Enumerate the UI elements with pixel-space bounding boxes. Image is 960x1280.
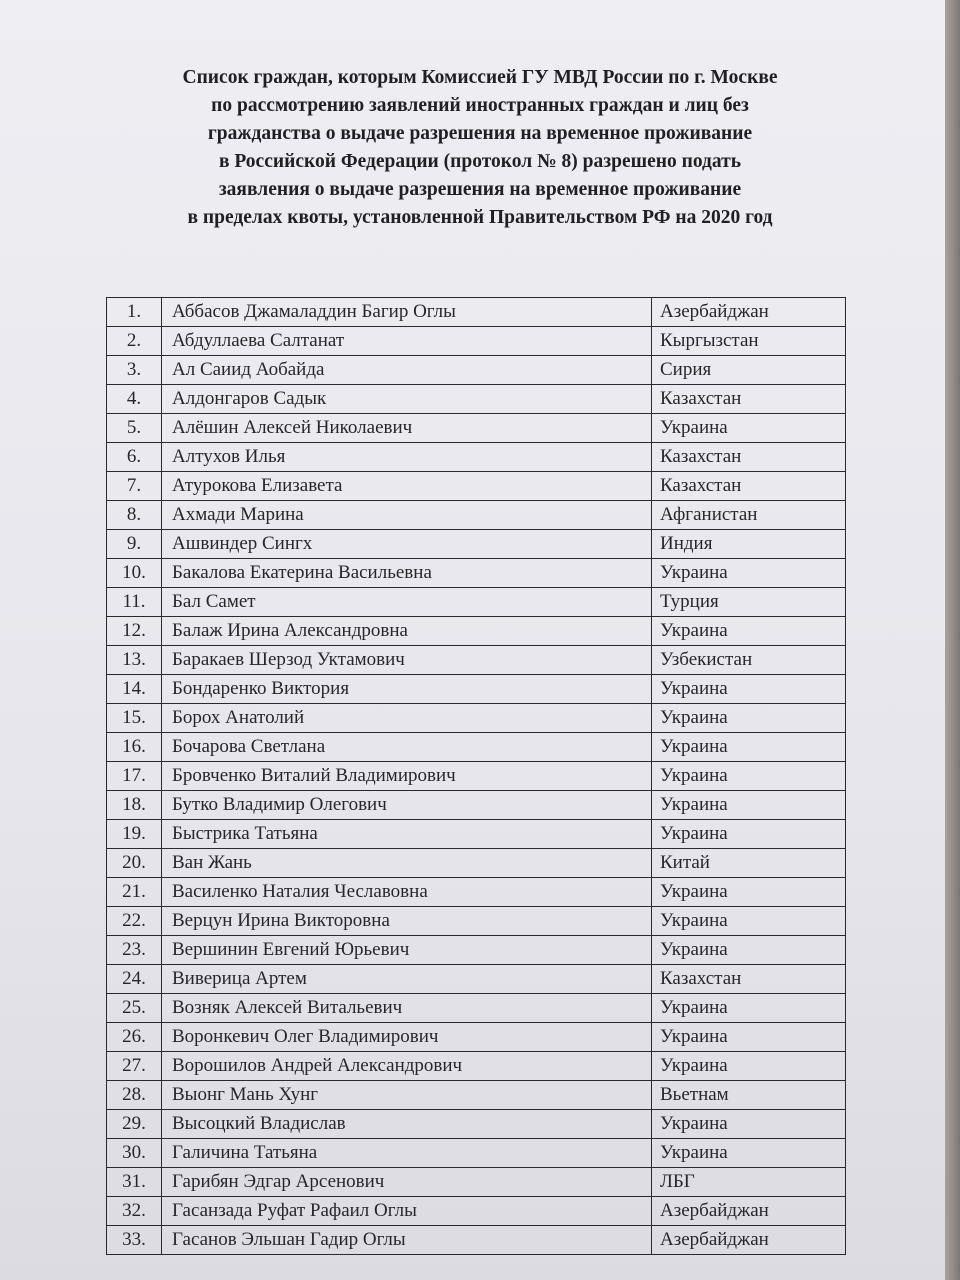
table-row xyxy=(107,791,845,820)
row-number: 17. xyxy=(107,762,162,790)
citizen-country: Кыргызстан xyxy=(660,330,759,351)
row-number: 1. xyxy=(107,298,162,326)
title-line: в пределах квоты, установленной Правительством РФ на 2020 год xyxy=(187,207,773,228)
table-row xyxy=(107,443,845,472)
table-row xyxy=(107,849,845,878)
table-row xyxy=(107,994,845,1023)
citizen-country: Афганистан xyxy=(660,504,758,525)
citizen-name: Высоцкий Владислав xyxy=(162,1110,652,1138)
row-number: 28. xyxy=(107,1081,162,1109)
row-number: 23. xyxy=(107,936,162,964)
citizen-name: Ван Жань xyxy=(162,849,652,877)
row-number: 4. xyxy=(107,385,162,413)
table-row xyxy=(107,675,845,704)
citizen-name: Быстрика Татьяна xyxy=(162,820,652,848)
citizen-name: Абдуллаева Салтанат xyxy=(162,327,652,355)
citizen-name: Атурокова Елизавета xyxy=(162,472,652,500)
citizen-name: Бутко Владимир Олегович xyxy=(162,791,652,819)
row-number: 7. xyxy=(107,472,162,500)
table-row xyxy=(107,1052,845,1081)
citizen-name: Баракаев Шерзод Уктамович xyxy=(162,646,652,674)
table-row xyxy=(107,936,845,965)
citizen-country: Украина xyxy=(660,736,728,757)
citizen-country: Украина xyxy=(660,881,728,902)
citizen-country: Украина xyxy=(660,794,728,815)
table-row xyxy=(107,559,845,588)
citizen-country: Украина xyxy=(660,910,728,931)
table-row xyxy=(107,588,845,617)
table-row xyxy=(107,472,845,501)
table-row xyxy=(107,1226,845,1254)
title-line: в Российской Федерации (протокол № 8) разрешено подать xyxy=(218,151,742,172)
table-row xyxy=(107,646,845,675)
row-number: 32. xyxy=(107,1197,162,1225)
row-number: 19. xyxy=(107,820,162,848)
table-row xyxy=(107,733,845,762)
table-row xyxy=(107,878,845,907)
citizen-country: Украина xyxy=(660,1055,728,1076)
row-number: 13. xyxy=(107,646,162,674)
citizen-country: Индия xyxy=(660,533,713,554)
citizen-name: Балаж Ирина Александровна xyxy=(162,617,652,645)
row-number: 21. xyxy=(107,878,162,906)
citizen-name: Ашвиндер Сингх xyxy=(162,530,652,558)
table-row xyxy=(107,820,845,849)
citizen-country: Украина xyxy=(660,562,728,583)
citizen-country: Азербайджан xyxy=(660,1229,769,1250)
citizen-name: Василенко Наталия Чеславовна xyxy=(162,878,652,906)
row-number: 9. xyxy=(107,530,162,558)
citizen-country: Казахстан xyxy=(660,446,742,467)
citizen-name: Гасанзада Руфат Рафаил Оглы xyxy=(162,1197,652,1225)
citizen-country: Украина xyxy=(660,765,728,786)
citizen-name: Алдонгаров Садык xyxy=(162,385,652,413)
citizen-name: Вершинин Евгений Юрьевич xyxy=(162,936,652,964)
citizen-name: Виверица Артем xyxy=(162,965,652,993)
citizen-country: Украина xyxy=(660,1026,728,1047)
table-row xyxy=(107,327,845,356)
table-row xyxy=(107,385,845,414)
row-number: 8. xyxy=(107,501,162,529)
table-row xyxy=(107,617,845,646)
citizen-country: Украина xyxy=(660,707,728,728)
row-number: 15. xyxy=(107,704,162,732)
citizen-name: Бакалова Екатерина Васильевна xyxy=(162,559,652,587)
citizen-name: Гасанов Эльшан Гадир Оглы xyxy=(162,1226,652,1254)
citizen-country: Сирия xyxy=(660,359,712,380)
row-number: 27. xyxy=(107,1052,162,1080)
row-number: 29. xyxy=(107,1110,162,1138)
title-line: заявления о выдаче разрешения на временное проживание xyxy=(218,179,742,200)
citizen-country: Казахстан xyxy=(660,968,742,989)
table-row xyxy=(107,907,845,936)
citizen-name: Аббасов Джамаладдин Багир Оглы xyxy=(162,298,652,326)
citizen-country: Узбекистан xyxy=(660,649,753,670)
table-row xyxy=(107,1139,845,1168)
table-row xyxy=(107,1081,845,1110)
table-row xyxy=(107,965,845,994)
citizen-name: Гарибян Эдгар Арсенович xyxy=(162,1168,652,1196)
citizen-country: Украина xyxy=(660,1142,728,1163)
row-number: 10. xyxy=(107,559,162,587)
row-number: 30. xyxy=(107,1139,162,1167)
row-number: 2. xyxy=(107,327,162,355)
citizen-country: Казахстан xyxy=(660,388,742,409)
citizen-name: Ворошилов Андрей Александрович xyxy=(162,1052,652,1080)
table-row xyxy=(107,1168,845,1197)
document-title xyxy=(60,64,900,232)
table-row xyxy=(107,1110,845,1139)
row-number: 24. xyxy=(107,965,162,993)
row-number: 14. xyxy=(107,675,162,703)
citizen-name: Возняк Алексей Витальевич xyxy=(162,994,652,1022)
table-row xyxy=(107,414,845,443)
row-number: 6. xyxy=(107,443,162,471)
title-line: по рассмотрению заявлений иностранных граждан и лиц без xyxy=(211,95,749,116)
citizen-country: Вьетнам xyxy=(660,1084,729,1105)
citizen-country: Украина xyxy=(660,620,728,641)
citizen-name: Бочарова Светлана xyxy=(162,733,652,761)
citizen-name: Воронкевич Олег Владимирович xyxy=(162,1023,652,1051)
table-row xyxy=(107,1023,845,1052)
table-row xyxy=(107,356,845,385)
row-number: 33. xyxy=(107,1226,162,1254)
table-row xyxy=(107,530,845,559)
row-number: 11. xyxy=(107,588,162,616)
citizen-name: Бондаренко Виктория xyxy=(162,675,652,703)
citizen-country: Украина xyxy=(660,997,728,1018)
citizen-name: Алтухов Илья xyxy=(162,443,652,471)
citizens-table xyxy=(106,297,846,1255)
row-number: 12. xyxy=(107,617,162,645)
row-number: 5. xyxy=(107,414,162,442)
title-line: Список граждан, которым Комиссией ГУ МВД России по г. Москве xyxy=(182,67,778,88)
title-line: гражданства о выдаче разрешения на временное проживание xyxy=(207,123,753,144)
citizen-country: ЛБГ xyxy=(660,1171,695,1192)
citizen-name: Борох Анатолий xyxy=(162,704,652,732)
citizen-country: Украина xyxy=(660,417,728,438)
citizen-country: Украина xyxy=(660,678,728,699)
row-number: 31. xyxy=(107,1168,162,1196)
table-row xyxy=(107,501,845,530)
citizen-country: Украина xyxy=(660,939,728,960)
citizen-name: Ал Саиид Аобайда xyxy=(162,356,652,384)
table-row xyxy=(107,762,845,791)
citizen-name: Бровченко Виталий Владимирович xyxy=(162,762,652,790)
table-row xyxy=(107,704,845,733)
row-number: 26. xyxy=(107,1023,162,1051)
table-row xyxy=(107,298,845,327)
citizen-country: Казахстан xyxy=(660,475,742,496)
citizen-name: Бал Самет xyxy=(162,588,652,616)
citizen-name: Галичина Татьяна xyxy=(162,1139,652,1167)
row-number: 25. xyxy=(107,994,162,1022)
row-number: 18. xyxy=(107,791,162,819)
paper-edge xyxy=(945,0,960,1280)
row-number: 20. xyxy=(107,849,162,877)
citizen-name: Верцун Ирина Викторовна xyxy=(162,907,652,935)
citizen-name: Ахмади Марина xyxy=(162,501,652,529)
citizen-name: Выонг Мань Хунг xyxy=(162,1081,652,1109)
citizen-country: Азербайджан xyxy=(660,301,769,322)
row-number: 3. xyxy=(107,356,162,384)
citizen-country: Азербайджан xyxy=(660,1200,769,1221)
citizen-country: Китай xyxy=(660,852,710,873)
citizen-country: Украина xyxy=(660,1113,728,1134)
citizen-name: Алёшин Алексей Николаевич xyxy=(162,414,652,442)
citizen-country: Украина xyxy=(660,823,728,844)
row-number: 16. xyxy=(107,733,162,761)
row-number: 22. xyxy=(107,907,162,935)
citizen-country: Турция xyxy=(660,591,719,612)
table-row xyxy=(107,1197,845,1226)
